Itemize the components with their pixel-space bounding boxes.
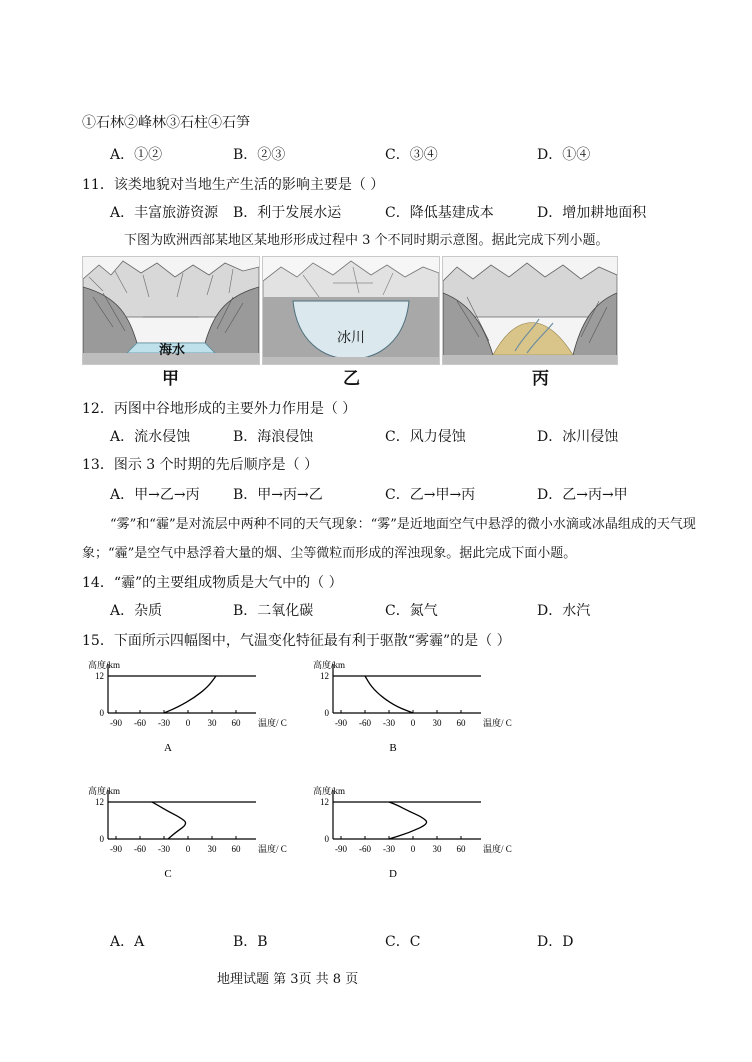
- y-axis-label: 高度/km: [313, 660, 346, 670]
- x-tick-label: -30: [158, 844, 170, 854]
- seawater-label: 海水: [159, 343, 186, 358]
- figure-label-bing: 丙: [532, 369, 549, 389]
- x-tick-label: 0: [185, 718, 191, 728]
- q13-option-b: B．甲→丙→乙: [233, 487, 323, 503]
- q14-stem: 14．“霾”的主要组成物质是大气中的（ ）: [82, 575, 343, 591]
- q10-option-c: C．③④: [385, 147, 438, 163]
- figure-panel-bing: [442, 256, 618, 365]
- q11-option-b: B．利于发展水运: [233, 205, 342, 221]
- q11-option-a: A．丰富旅游资源: [110, 205, 219, 221]
- x-tick-label: 30: [432, 718, 442, 728]
- temperature-curve: [164, 676, 216, 713]
- chart-b: [305, 656, 520, 790]
- x-tick-label: -30: [158, 718, 170, 728]
- y-tick-label: 12: [320, 671, 329, 681]
- x-axis-label: 温度/ C: [483, 844, 512, 854]
- y-axis-label: 高度/km: [88, 660, 121, 670]
- q12-option-d: D．冰川侵蚀: [537, 429, 619, 445]
- x-axis-label: 温度/ C: [258, 844, 287, 854]
- chart-d: [305, 782, 520, 926]
- x-tick-label: -60: [134, 844, 146, 854]
- q11-stem: 11．该类地貌对当地生产生活的影响主要是（ ）: [82, 177, 385, 193]
- chart-a: [80, 656, 295, 790]
- x-tick-label: -90: [335, 718, 347, 728]
- q11-option-d: D．增加耕地面积: [537, 205, 647, 221]
- x-tick-label: -30: [383, 844, 395, 854]
- x-tick-label: -90: [110, 718, 122, 728]
- q14-option-d: D．水汽: [537, 603, 591, 619]
- q12-option-c: C．风力侵蚀: [385, 429, 466, 445]
- chart-panel-label: A: [164, 742, 172, 754]
- chart-c: [80, 782, 295, 926]
- q13-option-d: D．乙→丙→甲: [537, 487, 628, 503]
- q10-option-b: B．②③: [233, 147, 286, 163]
- x-tick-label: 30: [207, 844, 217, 854]
- q15-option-d: D．D: [537, 934, 574, 950]
- temperature-curve: [389, 802, 427, 839]
- chart-panel-label: C: [164, 868, 172, 880]
- x-tick-label: 30: [432, 844, 442, 854]
- q14-option-a: A．杂质: [110, 603, 163, 619]
- y-tick-label: 12: [95, 797, 104, 807]
- chart-a-svg: [80, 656, 295, 786]
- q11-option-c: C．降低基建成本: [385, 205, 494, 221]
- q13-option-a: A．甲→乙→丙: [110, 487, 200, 503]
- y-axis-label: 高度/km: [88, 786, 121, 796]
- x-tick-label: 60: [456, 844, 466, 854]
- temperature-curve: [152, 802, 186, 839]
- q12-option-a: A．流水侵蚀: [110, 429, 191, 445]
- y-tick-label: 0: [324, 834, 329, 844]
- x-tick-label: -60: [359, 718, 371, 728]
- q13-stem: 13．图示 3 个时期的先后顺序是（ ）: [82, 457, 319, 473]
- figure-panel-jia: [82, 256, 260, 365]
- intro-line: ①石林②峰林③石柱④石笋: [82, 115, 250, 131]
- figure-label-jia: 甲: [162, 369, 179, 389]
- chart-panel-label: B: [389, 742, 397, 754]
- x-tick-label: -30: [383, 718, 395, 728]
- q12-option-b: B．海浪侵蚀: [233, 429, 314, 445]
- x-tick-label: 0: [410, 844, 416, 854]
- figure-label-yi: 乙: [343, 369, 360, 389]
- passage-2-text: “雾”和“霾”是对流层中两种不同的天气现象：“雾”是近地面空气中悬浮的微小水滴或冰晶组成的天气现象；“霾”是空气中悬浮着大量的烟、尘等微粒而形成的浑浊现象。据此完成下面小题。: [82, 517, 696, 561]
- q15-option-b: B．B: [233, 934, 268, 950]
- x-tick-label: -90: [335, 844, 347, 854]
- q15-option-c: C．C: [385, 934, 421, 950]
- y-tick-label: 0: [324, 708, 329, 718]
- y-tick-label: 0: [99, 834, 104, 844]
- y-tick-label: 12: [95, 671, 104, 681]
- q15-option-a: A．A: [110, 934, 145, 950]
- passage-2: [82, 510, 747, 568]
- passage-1: 下图为欧洲西部某地区某地形形成过程中 3 个不同时期示意图。据此完成下列小题。: [124, 233, 609, 248]
- x-axis-label: 温度/ C: [258, 718, 287, 728]
- y-tick-label: 0: [99, 708, 104, 718]
- x-tick-label: 60: [456, 718, 466, 728]
- x-tick-label: -90: [110, 844, 122, 854]
- x-tick-label: -60: [134, 718, 146, 728]
- x-tick-label: -60: [359, 844, 371, 854]
- q14-option-c: C．氮气: [385, 603, 438, 619]
- x-tick-label: 30: [207, 718, 217, 728]
- temperature-curve: [365, 676, 413, 713]
- q14-option-b: B．二氧化碳: [233, 603, 314, 619]
- y-axis-label: 高度/km: [313, 786, 346, 796]
- q13-option-c: C．乙→甲→丙: [385, 487, 476, 503]
- glacier-label: 冰川: [337, 330, 365, 346]
- q12-stem: 12．丙图中谷地形成的主要外力作用是（ ）: [82, 401, 357, 417]
- chart-panel-label: D: [389, 868, 397, 880]
- x-tick-label: 60: [231, 718, 241, 728]
- chart-d-svg: [305, 782, 520, 922]
- q15-stem: 15．下面所示四幅图中，气温变化特征最有利于驱散“雾霾”的是（ ）: [82, 633, 511, 649]
- x-tick-label: 60: [231, 844, 241, 854]
- chart-c-svg: [80, 782, 295, 922]
- page-footer: 地理试题 第 3页 共 8 页: [217, 972, 359, 987]
- q10-option-d: D．①④: [537, 147, 591, 163]
- x-axis-label: 温度/ C: [483, 718, 512, 728]
- y-tick-label: 12: [320, 797, 329, 807]
- x-tick-label: 0: [410, 718, 416, 728]
- chart-b-svg: [305, 656, 520, 786]
- q10-option-a: A．①②: [110, 147, 163, 163]
- x-tick-label: 0: [185, 844, 191, 854]
- figure-panel-yi: [262, 256, 440, 365]
